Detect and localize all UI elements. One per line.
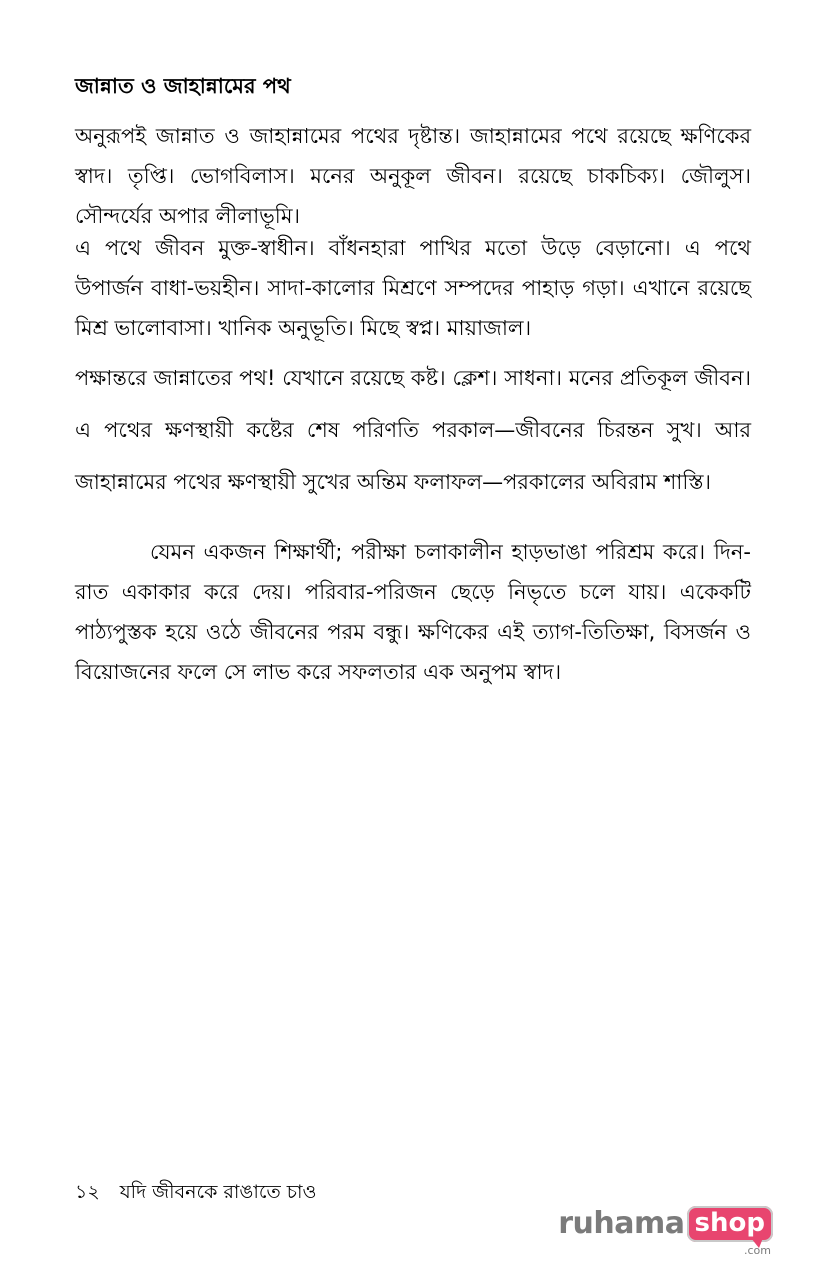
page-number: ১২ [75,1181,100,1203]
watermark-badge-text: shop [687,1206,773,1242]
section-heading: জান্নাত ও জাহান্নামের পথ [75,74,291,98]
watermark-wordmark: ruhama [558,1206,685,1241]
paragraph-1: অনুরূপই জান্নাত ও জাহান্নামের পথের দৃষ্টান্ত। জাহান্নামের পথে রয়েছে ক্ষণিকের স্বাদ। তৃপ্তি। ভোগবিলাস। মনের অনুকূল জীবন। রয়েছে চাকচিক্য। জৌলুস। সৌন্দর্যের অপার লীলাভূমি। [75,124,751,228]
watermark-domain: .com [744,1244,771,1257]
paragraph-4: যেমন একজন শিক্ষার্থী; পরীক্ষা চলাকালীন হাড়ভাঙা পরিশ্রম করে। দিন-রাত একাকার করে দেয়। পরিবার-পরিজন ছেড়ে নিভৃতে চলে যায়। একেকটি পাঠ্যপুস্তক হয়ে ওঠে জীবনের পরম বন্ধু। ক্ষণিকের এই ত্যাগ-তিতিক্ষা, বিসর্জন ও বিয়োজনের ফলে সে লাভ করে সফলতার এক অনুপম স্বাদ। [75,540,751,684]
page-footer [75,1178,317,1206]
watermark-badge [687,1206,773,1257]
paragraph-3: পক্ষান্তরে জান্নাতের পথ! যেখানে রয়েছে কষ্ট। ক্লেশ। সাধনা। মনের প্রতিকূল জীবন। এ পথের ক্ষণস্থায়ী কষ্টের শেষ পরিণতি পরকাল—জীবনের চিরন্তন সুখ। আর জাহান্নামের পথের ক্ষণস্থায়ী সুখের অন্তিম ফলাফল—পরকালের অবিরাম শাস্তি। [75,366,751,494]
paragraph-2: এ পথে জীবন মুক্ত-স্বাধীন। বাঁধনহারা পাখির মতো উড়ে বেড়ানো। এ পথে উপার্জন বাধা-ভয়হীন। সাদা-কালোর মিশ্রণে সম্পদের পাহাড় গড়া। এখানে রয়েছে মিশ্র ভালোবাসা। খানিক অনুভূতি। মিছে স্বপ্ন। মায়াজাল। [75,236,751,340]
book-title: যদি জীবনকে রাঙাতে চাও [119,1181,317,1203]
publisher-watermark-logo [558,1206,773,1257]
